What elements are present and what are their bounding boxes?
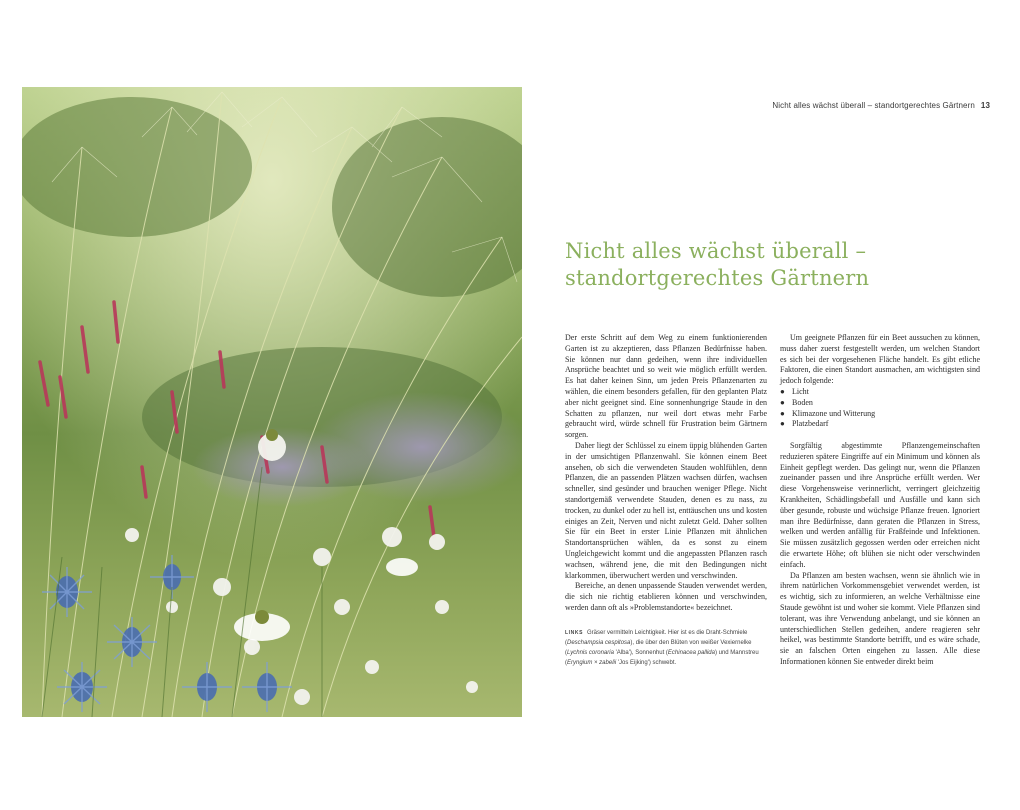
list-item-label: Platzbedarf [792,419,829,429]
running-head-text: Nicht alles wächst überall – standortgerechtes Gärtnern [772,101,975,110]
caption-text: ) und Mannstreu ( [565,650,759,666]
caption-text: Gräser vermitteln Leichtigkeit. Hier ist es die Draht-Schmiele ( [565,630,748,646]
chapter-title [565,238,985,292]
right-text-column [780,333,980,668]
bullet-icon: ● [780,386,785,396]
paragraph: Bereiche, an denen unpassende Stauden verwendet werden, die sich nie richtig etablieren können und verschwinden, werden dann oft als »Problemstandorte« bezeichnet. [565,581,767,612]
caption-species: Lychnis coronaria [567,650,614,656]
chapter-title-line-1: Nicht alles wächst überall – [565,239,867,263]
list-item [780,387,980,398]
bullet-icon: ● [780,419,785,429]
caption-species: Echinacea pallida [667,650,715,656]
caption-species: Eryngium × zabelii [567,660,617,666]
left-text-column [565,333,767,614]
paragraph: Der erste Schritt auf dem Weg zu einem funktionierenden Garten ist zu akzeptieren, dass Pflanzen Bedürfnisse haben. Sie können nur dann gedeihen, wenn ihre individuellen Ansprüche beachtet und so weit wie möglich erfüllt werden. Es hat daher keinen Sinn, um jeden Preis Pflanzenarten zu wählen, die einem besonders gefallen, für den geplanten Platz aber nicht geeignet sind. Eine sonnenhungrige Staude in den Schatten zu pflanzen, nur weil dort etwas mehr Farbe gebraucht wird, würde schnell für Frustration beim Gärtnern sorgen. [565,333,767,440]
factor-list [780,387,980,430]
list-item [780,398,980,409]
bullet-icon: ● [780,408,785,418]
caption-text: ), die über den Blüten von weißer Vexiernelke ( [565,640,752,656]
running-head [700,101,990,110]
paragraph: Um geeignete Pflanzen für ein Beet aussuchen zu können, muss daher zuerst festgestellt werden, um welchen Standort es sich bei der vorgesehenen Fläche handelt. Es gibt etliche Faktoren, die einen Standort ausmachen, am wichtigsten sind jedoch folgende: [780,333,980,386]
list-item [780,419,980,430]
chapter-title-line-2: standortgerechtes Gärtnern [565,266,870,290]
garden-photo-illustration [22,87,522,717]
photo-caption [565,628,765,668]
list-item-label: Klimazone und Witterung [792,408,876,418]
paragraph: Sorgfältig abgestimmte Pflanzengemeinschaften reduzieren spätere Eingriffe auf ein Minimum und können als Einheit gepflegt werden. Das gelingt nur, wenn die Pflanzen zueinander passen und ihre Ansprüche erfüllt werden. Wer diese Vorgehensweise verinnerlicht, verringert gleichzeitig Krankheiten, Schädlingsbefall und Ausfälle und kann sich über gesunde, robuste und wüchsige Pflanze freuen. Ignoriert man ihre Bedürfnisse, dann geraten die Pflanzen in Stress, welken und werden anfällig für Fraßfeinde und Infektionen. Sie müssen zusätzlich gegossen werden oder erreichen nicht die erwartete Höhe; oft blühen sie nicht oder verschwinden einfach. [780,440,980,569]
caption-lead: LINKS [565,630,583,636]
list-item-label: Boden [792,397,813,407]
caption-text: 'Jos Eijking') schwebt. [616,660,677,666]
list-item-label: Licht [792,386,809,396]
paragraph: Da Pflanzen am besten wachsen, wenn sie ähnlich wie in ihrem natürlichen Vorkommensgebiet verwendet werden, ist es wichtig, sich zu informieren, an welche Verhältnisse eine Staude gewöhnt ist und woher sie kommt. Viele Pflanzen sind tolerant, was ihre Verwendung anbelangt, und sie können an unterschiedlichen Stellen gedeihen, andere reagieren sehr heikel, was bestimmte Standorte betrifft, und es wäre schade, sie an falschen Orten eingehen zu lassen. Alle diese Informationen können Sie entweder direkt beim [780,570,980,666]
paragraph: Daher liegt der Schlüssel zu einem üppig blühenden Garten in der umsichtigen Pflanzenwahl. Sie können einem Beet ansehen, ob sich die verwendeten Stauden wohlfühlen, denn Pflanzen, die an passenden Plätzen wachsen dürfen, wachsen schneller, sind gesünder und brauchen weniger Pflege. Nicht standortgemäß verwendete Stauden, denen es zu nass, zu trocken, zu dunkel oder zu hell ist, enttäuschen uns und kosten einiges an Zeit, Nerven und nicht zuletzt Geld. Daher sollten Sie für ein Beet in erster Linie Pflanzen mit ähnlichen Standortansprüchen wählen, da es sonst zu einem Ungleichgewicht kommt und die angepassten Pflanzen rasch wachsen, während jene, die mit den Bedingungen nicht klarkommen, überwuchert werden und verschwinden. [565,440,767,580]
caption-text: 'Alba'), Sonnenhut ( [613,650,668,656]
list-item [780,409,980,420]
bullet-icon: ● [780,397,785,407]
page-number: 13 [980,101,990,110]
garden-photo [22,87,522,717]
caption-species: Deschampsia cespitosa [567,640,631,646]
